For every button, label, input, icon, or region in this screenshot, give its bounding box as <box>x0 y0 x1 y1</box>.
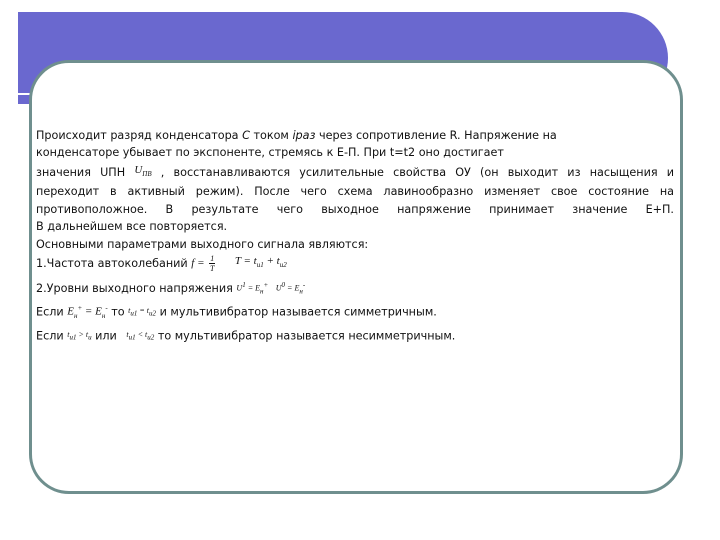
text-span-italic: C <box>242 129 250 142</box>
text-span: то <box>111 305 125 319</box>
text-line-4: переходит в активный режим). После чего схема лавинообразно изменяет свое состояние на <box>36 185 674 199</box>
text-span: то мультивибратор называется несимметричным. <box>157 329 456 343</box>
text-span: или <box>95 329 117 343</box>
text-span: и <box>159 305 167 319</box>
text-span: током <box>249 129 293 142</box>
item-label: 2.Уровни выходного напряжения <box>36 281 233 295</box>
formula-u0: $U^0 = E_н^-$ <box>275 280 306 295</box>
text-line-8 <box>36 253 674 275</box>
text-line-7: Основными параметрами выходного сигнала являются: <box>36 237 369 251</box>
text-span: Если <box>36 305 64 319</box>
text-line-11 <box>36 326 674 347</box>
text-line-9 <box>36 277 674 301</box>
text-line-3 <box>36 162 674 184</box>
formula-period: $T = t_{и1} + t_{и2}$ <box>234 255 287 270</box>
text-line-5: противоположное. В результате чего выходное напряжение принимает значение Е+П. <box>36 202 674 216</box>
text-span: значения UПН <box>36 165 126 179</box>
text-span: Происходит разряд конденсатора <box>36 129 243 142</box>
formula-t-less: $t_{и1} < t_{и2}$ <box>126 329 155 342</box>
text-span: Если <box>36 329 64 343</box>
text-span-italic: iраз <box>292 129 316 142</box>
slide-body <box>36 127 674 347</box>
formula-u1: $U^1 = E_н^+$ <box>236 280 269 295</box>
text-span: через сопротивление R. Напряжение на <box>315 129 557 142</box>
text-span: мультивибратор называется симметричным. <box>170 305 437 319</box>
text-line-10 <box>36 300 674 325</box>
text-line-2: конденсаторе убывает по экспоненте, стремясь к Е-П. При t=t2 оно достигает <box>36 146 504 160</box>
formula-t-greater: $t_{и1} > t_и$ <box>67 329 92 342</box>
text-span: , восстанавливаются усилительные свойства ОУ (он выходит из насыщения и <box>160 165 675 179</box>
formula-t-equal: $t_{и1} = t_{и2}$ <box>128 306 157 318</box>
text-line-6: В дальнейшем все повторяется. <box>36 220 228 234</box>
fraction: $\frac{1}{T}$ <box>210 254 215 274</box>
text-line-1 <box>36 127 674 144</box>
item-label: 1.Частота автоколебаний <box>36 256 188 270</box>
formula-upv: $U_{ПВ}$ <box>134 163 152 178</box>
formula-e-equal: $E_н^+ = E_н^-$ <box>67 304 108 321</box>
formula-frequency: f = $\frac{1}{T}$ <box>191 254 215 274</box>
